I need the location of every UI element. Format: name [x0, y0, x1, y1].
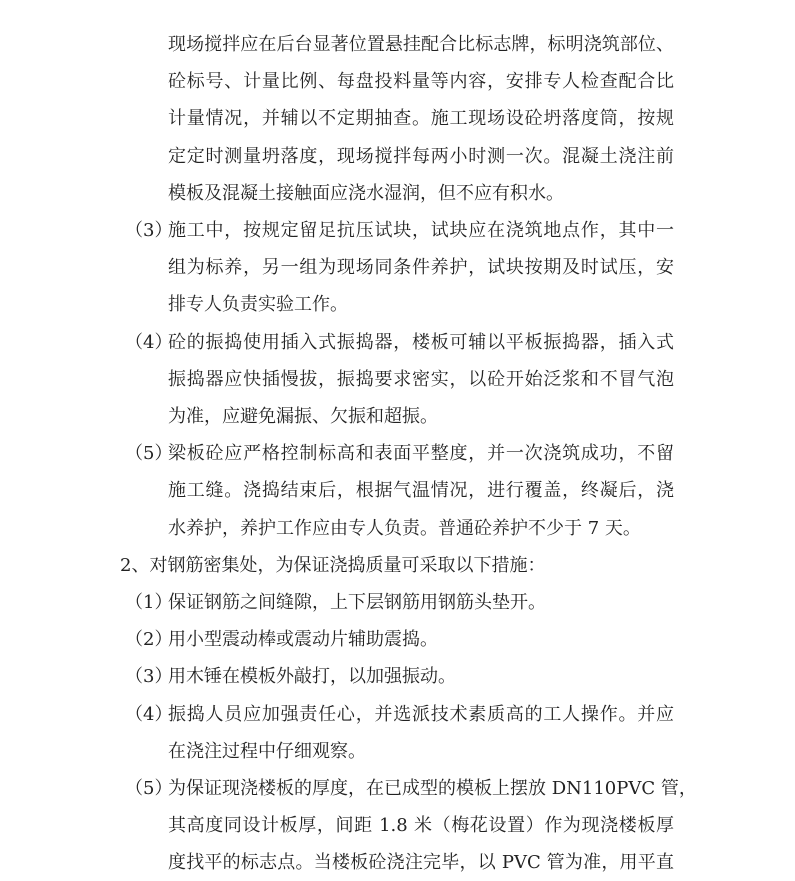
- text-line: [0, 139, 795, 175]
- item-number: （5）: [125, 778, 173, 799]
- item-number: （4）: [125, 332, 173, 353]
- line-text: 其高度同设计板厚，间距 1.8 米（梅花设置）作为现浇楼板厚: [168, 815, 674, 836]
- text-line: [0, 771, 795, 807]
- line-text: 现场搅拌应在后台显著位置悬挂配合比标志牌，标明浇筑部位、: [168, 34, 674, 55]
- text-line: [0, 436, 795, 472]
- line-text: 保证钢筋之间缝隙，上下层钢筋用钢筋头垫开。: [168, 592, 546, 613]
- text-line: [0, 325, 795, 361]
- item-number: （1）: [125, 592, 173, 613]
- line-text: 排专人负责实验工作。: [168, 294, 348, 315]
- line-text: 振捣器应快插慢拔，振捣要求密实，以砼开始泛浆和不冒气泡: [168, 369, 674, 390]
- text-line: [0, 64, 795, 100]
- text-line: [0, 473, 795, 509]
- line-text: 水养护，养护工作应由专人负责。普通砼养护不少于 7 天。: [168, 518, 641, 539]
- item-number: （2）: [125, 629, 173, 650]
- line-text: 为保证现浇楼板的厚度，在已成型的模板上摆放 DN110PVC 管，: [168, 778, 697, 799]
- text-line: [0, 622, 795, 658]
- line-text: 在浇注过程中仔细观察。: [168, 741, 366, 762]
- line-text: 施工中，按规定留足抗压试块，试块应在浇筑地点作，其中一: [168, 220, 674, 241]
- line-text: 为准，应避免漏振、欠振和超振。: [168, 406, 438, 427]
- line-text: 模板及混凝土接触面应浇水湿润，但不应有积水。: [168, 183, 564, 204]
- text-line: [0, 287, 795, 323]
- text-line: [0, 511, 795, 547]
- text-line: [0, 734, 795, 770]
- item-number: （5）: [125, 443, 173, 464]
- item-number: （4）: [125, 704, 173, 725]
- line-text: 振捣人员应加强责任心，并选派技术素质高的工人操作。并应: [168, 704, 674, 725]
- text-line: [0, 659, 795, 695]
- text-line: [0, 250, 795, 286]
- item-number: （3）: [125, 666, 173, 687]
- text-line: [0, 27, 795, 63]
- line-text: 定定时测量坍落度，现场搅拌每两小时测一次。混凝土浇注前: [168, 146, 674, 167]
- text-line: [0, 213, 795, 249]
- text-line: [0, 548, 795, 584]
- text-line: [0, 362, 795, 398]
- line-text: 组为标养，另一组为现场同条件养护，试块按期及时试压，安: [168, 257, 674, 278]
- line-text: 梁板砼应严格控制标高和表面平整度，并一次浇筑成功，不留: [168, 443, 674, 464]
- line-text: 用小型震动棒或震动片辅助震捣。: [168, 629, 438, 650]
- text-line: [0, 176, 795, 212]
- text-line: [0, 399, 795, 435]
- text-line: [0, 697, 795, 733]
- text-line: [0, 101, 795, 137]
- item-number: （3）: [125, 220, 173, 241]
- text-line: [0, 585, 795, 621]
- line-text: 计量情况，并辅以不定期抽查。施工现场设砼坍落度筒，按规: [168, 108, 674, 129]
- section-heading-text: 2、对钢筋密集处，为保证浇捣质量可采取以下措施：: [120, 555, 546, 576]
- line-text: 施工缝。浇捣结束后，根据气温情况，进行覆盖，终凝后，浇: [168, 480, 674, 501]
- line-text: 砼的振捣使用插入式振捣器，楼板可辅以平板振捣器，插入式: [168, 332, 674, 353]
- line-text: 砼标号、计量比例、每盘投料量等内容，安排专人检查配合比: [168, 71, 674, 92]
- text-line: [0, 845, 795, 881]
- text-line: [0, 808, 795, 844]
- line-text: 用木锤在模板外敲打，以加强振动。: [168, 666, 456, 687]
- line-text: 度找平的标志点。当楼板砼浇注完毕，以 PVC 管为准，用平直: [168, 852, 674, 873]
